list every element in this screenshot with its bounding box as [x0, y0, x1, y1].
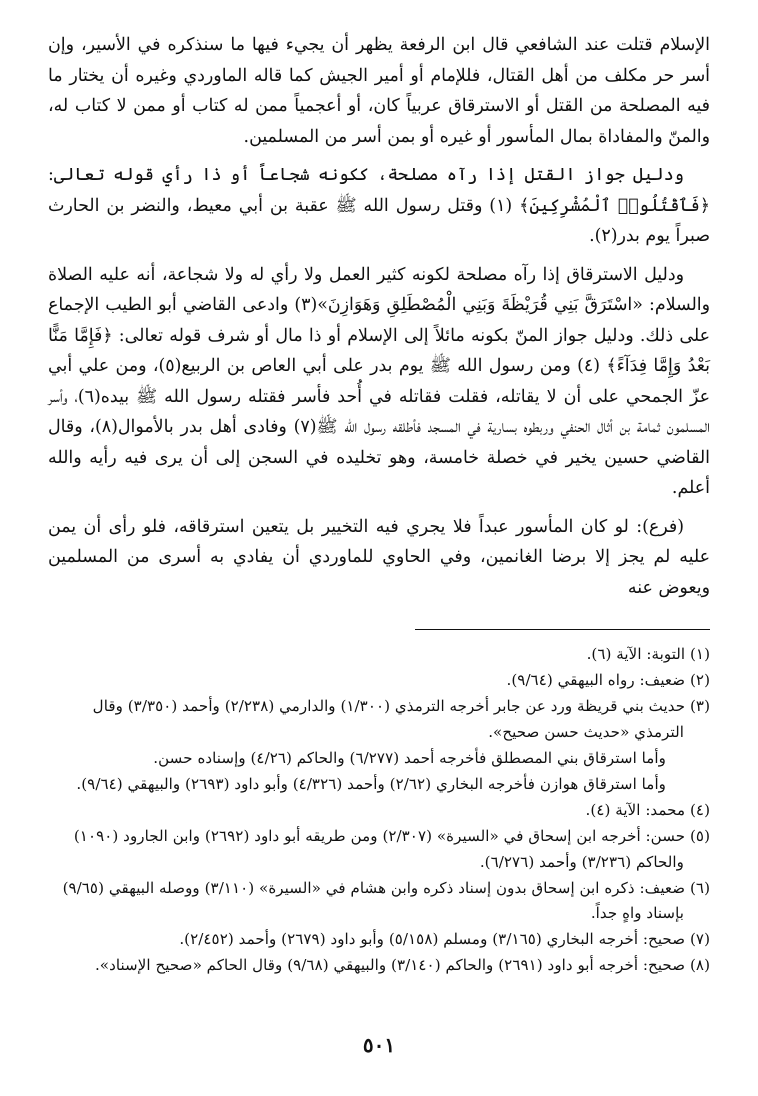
footnote: (١) التوبة: الآية (٦).	[586, 645, 710, 663]
footnote: (٣) حديث بني قريظة ورد عن جابر أخرجه الترمذي (١/٣٠٠) والدارمي (٢/٢٣٨) وأحمد (٣/٣٥٠) وقال الترمذي «حديث حسن صحيح».	[92, 697, 710, 741]
footnote-continuation: وأما استرقاق بني المصطلق فأخرجه أحمد (٦/٢٧٧) والحاكم (٤/٢٦) وإسناده حسن.	[153, 748, 666, 767]
footnote-separator	[415, 629, 710, 630]
page-number: ٥٠١	[362, 1033, 396, 1057]
footnotes	[48, 642, 710, 979]
footnote: (٤) محمد: الآية (٤).	[585, 801, 710, 820]
footnote: (٦) ضعيف: ذكره ابن إسحاق بدون إسناد ذكره وابن هشام في «السيرة» (٣/١١٠) ووصله البيهقي (٩/٦٥) بإسناد واهٍ جداً.	[62, 878, 710, 923]
paragraph: ودليل الاسترقاق إذا رآه مصلحة لكونه كثير العمل ولا رأي له ولا شجاعة، أنه عليه الصلاة والسلام: «اسْتَرَقَّ بَنِي قُرَيْظَةَ وَبَنِي الْمُصْطَلِقِ وَهَوَازِنَ»(٣) وادعى القاضي أبو الطيب الإجماع على ذلك. ودليل جواز المنّ بكونه مائلاً إلى الإسلام أو ذا مال أو شرف قوله تعالى: ﴿فَإِمَّا مَنًّا بَعْدُ وَإِمَّا فِدَآءً﴾ (٤) ومن رسول الله ﷺ يوم بدر على أبي العاص بن الربيع(٥)، ومن علي أبي عزّ الجمحي على أن لا يقاتله، فقلت فقاتله في أُحد فأسر فقتله رسول الله ﷺ بيده(٦)، وأسر المسلمون ثمامة بن أثال الحنفي وربطوه بسارية في المسجد فأطلقه رسول الله ﷺ(٧) وفادى أهل بدر بالأموال(٨)، وقال القاضي حسين يخير في خصلة خامسة، وهو تخليده في السجن إلى أن يرى فيه رأيه والله أعلم.	[48, 264, 711, 498]
footnote: (٧) صحيح: أخرجه البخاري (٣/١٦٥) ومسلم (٥/١٥٨) وأبو داود (٢٦٧٩) وأحمد (٢/٤٥٢).	[179, 930, 710, 949]
footnote: (٥) حسن: أخرجه ابن إسحاق في «السيرة» (٢/٣٠٧) ومن طريقه أبو داود (٢٦٩٢) وابن الجارود (١٠٩٠) والحاكم (٣/٢٣٦) وأحمد (٦/٢٧٦).	[73, 827, 710, 871]
paragraph: الإسلام قتلت عند الشافعي قال ابن الرفعة يظهر أن يجيء فيها ما سنذكره في الأسير، وإن أسر حر مكلف من أهل القتال، فللإمام أو أمير الجيش كما قاله الماوردي وغيره أن يختار ما فيه المصلحة من القتل أو الاسترقاق عربياً كان، أو أعجمياً ممن له كتاب أو ممن لا كتاب له، والمنّ والمفاداة بمال المأسور أو غيره أو بمن أسر من المسلمين.	[48, 35, 710, 147]
footnote-continuation: وأما استرقاق هوازن فأخرجه البخاري (٢/٦٢) وأحمد (٤/٣٢٦) وأبو داود (٢٦٩٣) والبيهقي (٩/٦٤).	[76, 775, 666, 794]
main-text	[48, 30, 710, 603]
footnote: (٢) ضعيف: رواه البيهقي (٩/٦٤).	[506, 671, 710, 690]
paragraph: (فرع): لو كان المأسور عبداً فلا يجري فيه التخيير بل يتعين استرقاقه، فلو رأى أن يمن عليه لم يجز إلا برضا الغانمين، وفي الحاوي للماوردي أن يفادي به أسرى من المسلمين ويعوض عنه	[48, 516, 710, 598]
paragraph: ودليل جواز القتل إذا رآه مصلحة، ككونه شجاعاً أو ذا رأي قوله تعالى: ﴿فَٱقْتُلُوا۟ ٱلْمُشْرِكِينَ﴾ (١) وقتل رسول الله ﷺ عقبة بن أبي معيط، والنضر بن الحارث صبراً يوم بدر(٢).	[48, 165, 710, 246]
footnote: (٨) صحيح: أخرجه أبو داود (٢٦٩١) والحاكم (٣/١٤٠) والبيهقي (٩/٦٨) وقال الحاكم «صحيح الإسناد».	[94, 956, 710, 975]
